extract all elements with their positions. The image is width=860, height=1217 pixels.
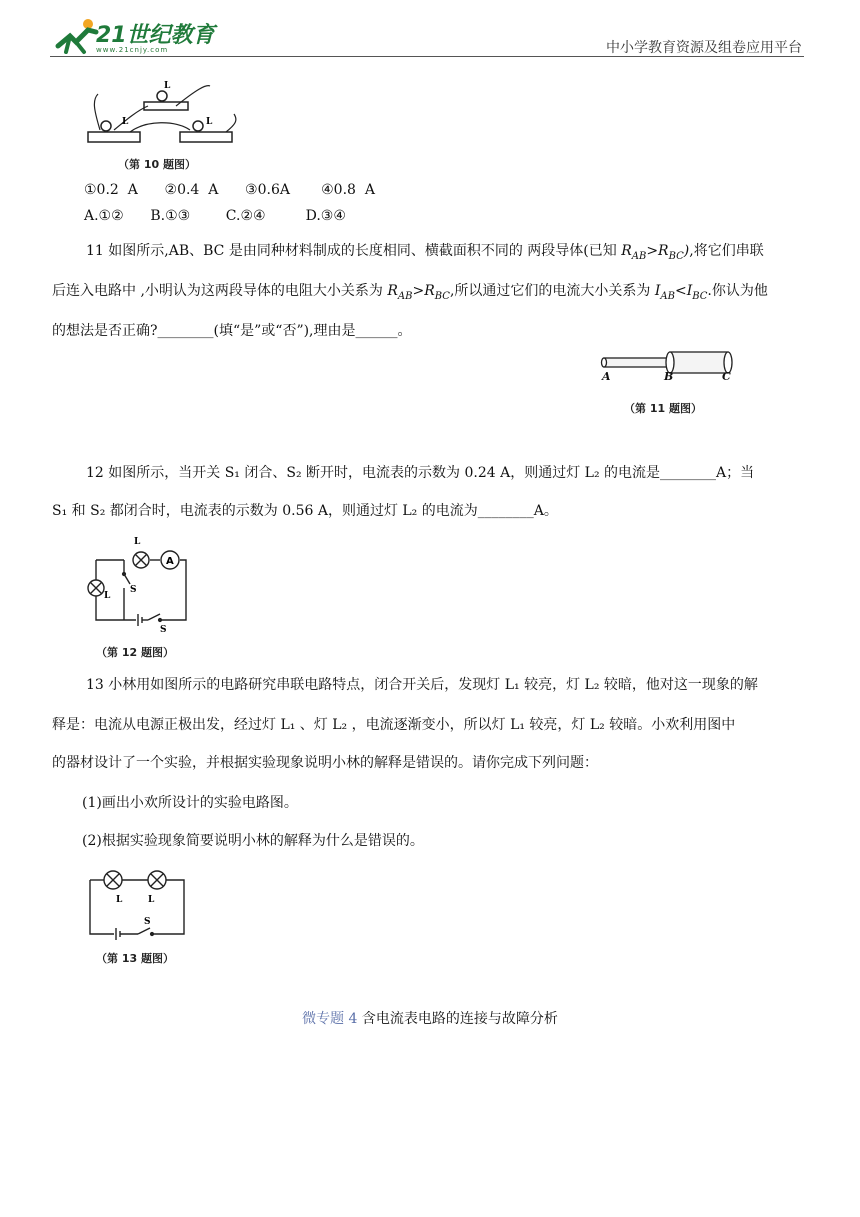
q11-label-b: B (664, 370, 674, 383)
q11-formula-3: $I_{AB}<I_{BC}$ (654, 283, 708, 302)
q13-line-2: 释是：电流从电源正极出发，经过灯 L₁ 、灯 L₂ ，电流逐渐变小，所以灯 L₁ 较亮，灯 L₂ 较暗。小欢利用图中 (52, 717, 736, 733)
svg-text:L: L (148, 895, 155, 905)
svg-text:S: S (144, 917, 151, 927)
svg-text:L: L (116, 895, 123, 905)
svg-text:L: L (164, 81, 171, 91)
q11-text-1a: 11 如图所示,AB、BC 是由同种材料制成的长度相同、横截面积不同的 两段导体(已知 (86, 243, 617, 259)
q10-choices: A.①② B.①③ C.②④ D.③④ (84, 208, 346, 224)
logo-url: www.21cnjy.com (96, 46, 169, 54)
q13-figure (84, 866, 194, 950)
q11-text-2b: ,所以通过它们的电流大小关系为 (449, 283, 651, 299)
svg-text:L: L (122, 117, 129, 127)
q11-figure (598, 346, 738, 390)
q10-options: ①0.2 A ②0.4 A ③0.6A ④0.8 A (84, 182, 375, 198)
runner-logo-icon (52, 16, 102, 56)
q12-line-2: S₁ 和 S₂ 都闭合时，电流表的示数为 0.56 A，则通过灯 L₂ 的电流为________A。 (52, 503, 558, 519)
q13-line-1: 13 小林用如图所示的电路研究串联电路特点，闭合开关后，发现灯 L₁ 较亮，灯 L₂ 较暗，他对这一现象的解 (86, 677, 758, 693)
svg-text:S: S (130, 585, 137, 595)
q11-line-1 (86, 240, 764, 262)
q12-caption: （第 12 题图） (96, 646, 174, 659)
svg-text:L: L (206, 117, 213, 127)
site-title: 中小学教育资源及组卷应用平台 (606, 40, 802, 56)
q11-text-2c: .你认为他 (707, 283, 768, 299)
q12-circuit-diagram (84, 534, 194, 634)
q13-line-3: 的器材设计了一个实验，并根据实验现象说明小林的解释是错误的。请你完成下列问题： (52, 755, 598, 771)
section-heading (0, 1008, 860, 1028)
q11-label-c: C (722, 370, 731, 383)
section-title: 含电流表电路的连接与故障分析 (361, 1011, 558, 1027)
q13-caption: （第 13 题图） (96, 952, 174, 965)
svg-text:S: S (160, 625, 167, 634)
svg-text:L: L (104, 591, 111, 601)
q11-text-2a: 后连入电路中 ,小明认为这两段导体的电阻大小关系为 (52, 283, 383, 299)
q11-label-a: A (602, 370, 611, 383)
bulb-board-illustration (86, 80, 246, 152)
logo-text: 21世纪教育 (96, 23, 215, 48)
section-tag: 微专题 4 (302, 1011, 358, 1027)
q11-text-1b: ,将它们串联 (689, 243, 764, 259)
q10-figure (86, 80, 246, 156)
q12-line-1: 12 如图所示，当开关 S₁ 闭合、S₂ 断开时，电流表的示数为 0.24 A，则通过灯 L₂ 的电流是________A；当 (86, 465, 755, 481)
q11-caption: （第 11 题图） (624, 402, 702, 415)
svg-text:L: L (134, 537, 141, 547)
q10-caption: （第 10 题图） (118, 158, 196, 171)
q13-circuit-diagram (84, 866, 194, 946)
q13-sub-2: (2)根据实验现象简要说明小林的解释为什么是错误的。 (82, 833, 424, 849)
q13-sub-1: (1)画出小欢所设计的实验电路图。 (82, 795, 298, 811)
q11-formula-2: $R_{AB}>R_{BC}$ (387, 283, 450, 302)
header-divider (50, 56, 804, 57)
svg-text:A: A (166, 556, 174, 567)
q11-line-2 (52, 280, 768, 302)
q11-line-3: 的想法是否正确?________(填“是”或“否”),理由是______。 (52, 323, 412, 339)
q11-formula-1: $R_{AB}>R_{BC}$) (621, 243, 690, 262)
q12-figure (84, 534, 194, 638)
